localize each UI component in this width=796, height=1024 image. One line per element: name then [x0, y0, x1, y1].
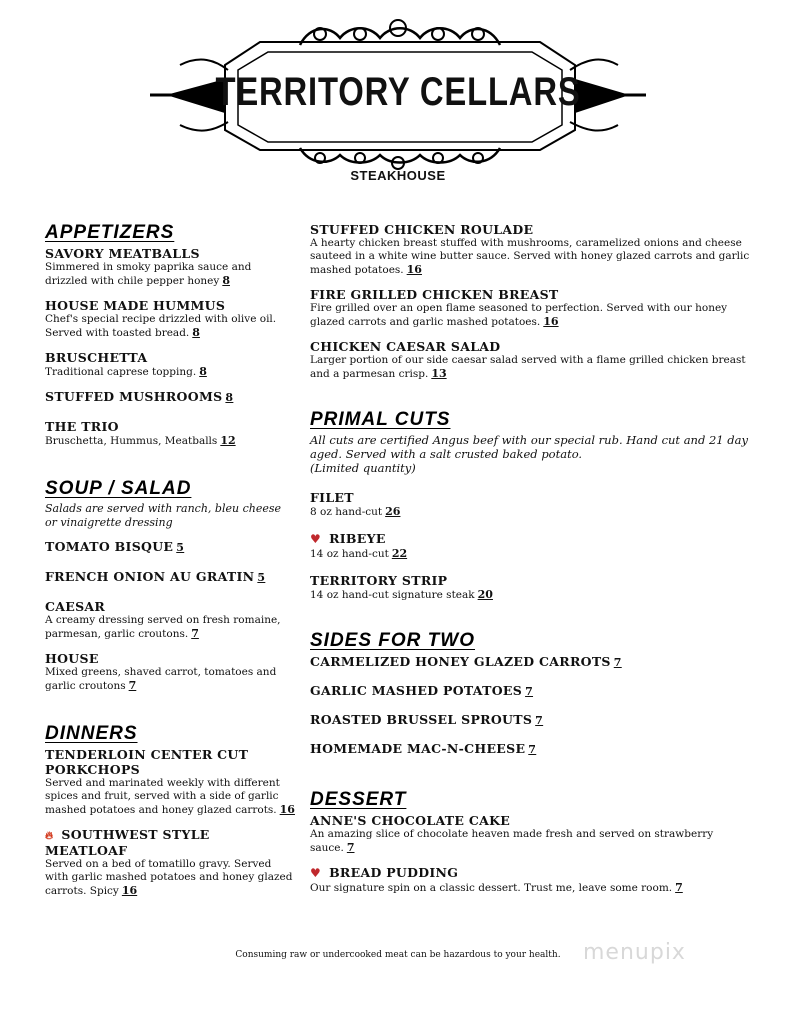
item-price: 16 [543, 315, 559, 328]
menu-item [310, 741, 755, 757]
item-price: 5 [257, 571, 266, 584]
item-price: 8 [222, 274, 230, 287]
section-title-dinners: DINNERS [45, 723, 138, 744]
restaurant-subtitle: STEAKHOUSE [350, 168, 446, 183]
item-price: 7 [525, 685, 534, 698]
watermark: menupix [583, 940, 686, 965]
menu-item [45, 298, 295, 340]
item-desc: Served on a bed of tomatillo gravy. Served with garlic mashed potatoes and honey glazed carrots. Spicy [45, 858, 293, 897]
heart-icon: ♥ [310, 866, 322, 880]
menu-item [45, 569, 295, 585]
restaurant-logo-title: TERRITORY CELLARS [215, 70, 581, 114]
item-desc: Traditional caprese topping. [45, 366, 197, 378]
section-title-primal-cuts: PRIMAL CUTS [310, 409, 451, 430]
menu-item [310, 712, 755, 728]
item-name: STUFFED MUSHROOMS [45, 389, 223, 404]
item-name: STUFFED CHICKEN ROULADE [310, 222, 534, 237]
item-name: BREAD PUDDING [329, 865, 459, 880]
item-desc: Our signature spin on a classic dessert. Trust me, leave some room. [310, 882, 673, 894]
menu-item [45, 389, 295, 405]
item-name: FIRE GRILLED CHICKEN BREAST [310, 287, 559, 302]
item-desc: Bruschetta, Hummus, Meatballs [45, 435, 218, 447]
menu-item [45, 246, 295, 288]
menu-item [310, 339, 755, 381]
item-price: 7 [675, 881, 683, 894]
item-price: 22 [391, 547, 408, 560]
item-desc: 8 oz hand-cut [310, 506, 383, 518]
item-name: SAVORY MEATBALLS [45, 246, 200, 261]
item-name: CHICKEN CAESAR SALAD [310, 339, 501, 354]
item-price: 12 [220, 434, 236, 447]
section-title-soup-salad: SOUP / SALAD [45, 478, 192, 499]
item-desc: Chef's special recipe drizzled with olive oil. Served with toasted bread. [45, 313, 277, 339]
item-price: 26 [385, 505, 401, 518]
section-title-dessert: DESSERT [310, 789, 407, 810]
menu-item [310, 865, 755, 895]
item-desc: Simmered in smoky paprika sauce and drizzled with chile pepper honey [45, 261, 252, 287]
menu-item [310, 573, 755, 602]
item-name: HOMEMADE MAC-N-CHEESE [310, 741, 526, 756]
menu-item [310, 813, 755, 855]
item-name: FILET [310, 490, 354, 505]
item-price: 8 [199, 365, 207, 378]
item-name: GARLIC MASHED POTATOES [310, 683, 523, 698]
section-note: Salads are served with ranch, bleu cheese or vinaigrette dressing [45, 502, 281, 529]
primal-cuts-note-limited: (Limited quantity) [310, 461, 416, 475]
item-desc: Served and marinated weekly with different spices and fruit, served with a side of garlic mashed potatoes and honey glazed carrots. [45, 777, 280, 816]
item-price: 7 [191, 627, 199, 640]
item-price: 16 [121, 884, 138, 897]
menu-item [310, 654, 755, 670]
item-price: 8 [225, 391, 234, 404]
item-name: TENDERLOIN CENTER CUT PORKCHOPS [45, 747, 249, 777]
item-name: CARMELIZED HONEY GLAZED CARROTS [310, 654, 611, 669]
left-column [45, 222, 295, 908]
item-price: 16 [279, 803, 295, 816]
menu-item [45, 599, 295, 641]
item-name: HOUSE [45, 651, 99, 666]
item-price: 7 [528, 743, 537, 756]
primal-cuts-note: All cuts are certified Angus beef with our special rub. Hand cut and 21 day aged. Served with a salt crusted baked potato. [310, 433, 748, 461]
item-name: CAESAR [45, 599, 106, 614]
menu-item [45, 350, 295, 379]
item-name: THE TRIO [45, 419, 119, 434]
section-title-sides: SIDES FOR TWO [310, 630, 475, 651]
spicy-flame-icon: 🔥︎ [45, 829, 54, 842]
menu-header [0, 0, 796, 170]
menu-item [310, 531, 755, 561]
item-price: 20 [477, 588, 493, 601]
section-note [310, 433, 755, 475]
item-desc: Larger portion of our side caesar salad served with a flame grilled chicken breast and a parmesan crisp. [310, 354, 746, 380]
item-name: ROASTED BRUSSEL SPROUTS [310, 712, 533, 727]
menu-item [310, 287, 755, 329]
item-desc: 14 oz hand-cut signature steak [310, 589, 475, 601]
item-price: 5 [176, 541, 185, 554]
item-name: TOMATO BISQUE [45, 539, 174, 554]
item-price: 7 [535, 714, 544, 727]
item-desc: Fire grilled over an open flame seasoned to perfection. Served with our honey glazed carrots and garlic mashed potatoes. [310, 302, 728, 328]
item-price: 8 [192, 326, 200, 339]
menu-item [45, 827, 295, 898]
section-title-appetizers: APPETIZERS [45, 222, 175, 243]
heart-icon: ♥ [310, 532, 322, 546]
item-desc: A hearty chicken breast stuffed with mushrooms, caramelized onions and cheese sauteed in a white wine butter sauce. Served with honey glazed carrots and garlic mashed potatoes. [310, 237, 750, 276]
item-price: 7 [613, 656, 622, 669]
item-price: 7 [346, 841, 355, 854]
item-name: RIBEYE [329, 531, 386, 546]
item-name: BRUSCHETTA [45, 350, 148, 365]
menu-item [45, 651, 295, 693]
health-disclaimer: Consuming raw or undercooked meat can be hazardous to your health. [235, 950, 561, 960]
item-name: TERRITORY STRIP [310, 573, 448, 588]
item-desc: An amazing slice of chocolate heaven made fresh and served on strawberry sauce. [310, 828, 714, 854]
menu-item [310, 683, 755, 699]
item-desc: 14 oz hand-cut [310, 548, 389, 560]
right-column [310, 222, 755, 905]
item-price: 7 [128, 679, 137, 692]
item-price: 13 [431, 367, 447, 380]
menu-item [45, 747, 295, 817]
menu-item [310, 490, 755, 519]
item-price: 16 [406, 263, 422, 276]
menu-item [310, 222, 755, 277]
item-name: FRENCH ONION AU GRATIN [45, 569, 255, 584]
item-desc: A creamy dressing served on fresh romaine, parmesan, garlic croutons. [45, 614, 281, 640]
item-name: HOUSE MADE HUMMUS [45, 298, 226, 313]
item-desc: Mixed greens, shaved carrot, tomatoes and garlic croutons [45, 666, 277, 692]
menu-item [45, 419, 295, 448]
item-name: SOUTHWEST STYLE MEATLOAF [45, 827, 210, 858]
item-name: ANNE'S CHOCOLATE CAKE [310, 813, 511, 828]
menu-item [45, 539, 295, 555]
